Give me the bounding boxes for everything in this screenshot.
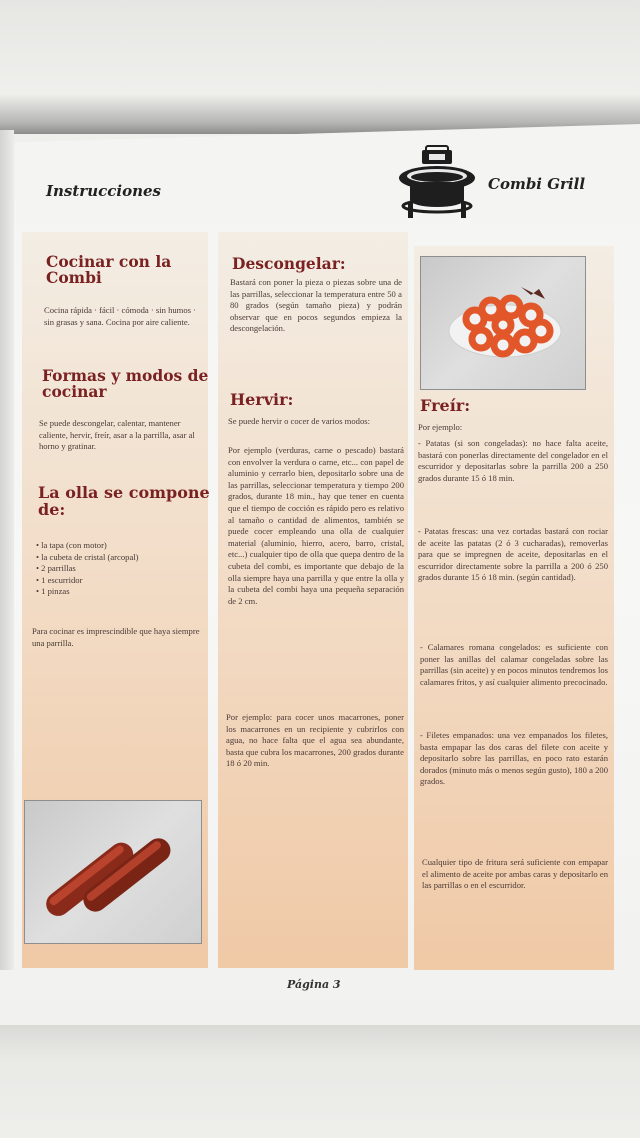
heading-olla-compone: La olla se compone de: xyxy=(38,483,210,519)
descongelar-text: Bastará con poner la pieza o piezas sobre una de las parrillas, seleccionar la temperatura entre 50 a 80 grados (según tamaño pieza) y podrán observar que en pocos segundos empieza la descongelación. xyxy=(230,277,402,334)
sausages-photo xyxy=(24,800,202,944)
heading-formas-modos: Formas y modos de cocinar xyxy=(42,366,209,402)
calamari-photo xyxy=(420,256,586,390)
page-left-edge xyxy=(0,130,14,970)
list-item: • la tapa (con motor) xyxy=(36,540,201,552)
patatas-frescas-text: - Patatas frescas: una vez cortadas bastará con rociar de aceite las patatas (2 ó 3 cucharadas), removerlas para que se impregnen de aceite, depositarlas en el escurridor directamente sobre la parrilla a 200 ó 250 grados durante 15 ó 18 min. (según cantidad). xyxy=(418,526,608,583)
list-item: • la cubeta de cristal (arcopal) xyxy=(36,552,201,564)
combi-grill-appliance-icon xyxy=(394,144,480,224)
list-item: • 1 pinzas xyxy=(36,586,201,598)
heading-freir: Freír: xyxy=(420,396,471,415)
heading-hervir: Hervir: xyxy=(230,390,294,409)
patatas-congeladas-text: - Patatas (si son congeladas): no hace falta aceite, bastará con ponerlas directamente del congelador en el escurridor y depositarlas sobre la parrilla 200 a 250 grados durante 15 ó 18 min. xyxy=(418,438,608,483)
heading-descongelar: Descongelar: xyxy=(232,254,346,273)
list-item: • 1 escurridor xyxy=(36,575,201,587)
filetes-text: - Filetes empanados: una vez empanados los filetes, basta empapar las dos caras del filete con aceite y depositarlo sobre las parrillas, en poco rato estarán dorados (minuto más o menos según gusto), 180 a 200 grados. xyxy=(420,730,608,787)
calamares-text: - Calamares romana congelados: es suficiente con poner las anillas del calamar congeladas sobre las parrillas (sin aceite) y en pocos minutos tendremos los calamares fritos, y así cualquier alimento precocinado. xyxy=(420,642,608,687)
formas-text: Se puede descongelar, calentar, mantener caliente, hervir, freír, asar a la parrilla, asar al horno y gratinar. xyxy=(39,418,195,452)
page-number: Página 3 xyxy=(287,978,341,991)
list-item: • 2 parrillas xyxy=(36,563,201,575)
freir-intro: Por ejemplo: xyxy=(418,422,463,432)
fritura-text: Cualquier tipo de fritura será suficiente con empapar el alimento de aceite por ambas caras y depositarlo en las parrillas o en el escurridor. xyxy=(422,857,608,891)
product-title: Combi Grill xyxy=(488,175,586,193)
table-surface xyxy=(0,1025,640,1138)
macarrones-text: Por ejemplo: para cocer unos macarrones, poner los macarrones en un recipiente y cubrirlos con agua, no hace falta que el agua sea abundante, basta que cubra los macarrones, 200 grados durante 18 ó 20 min. xyxy=(226,712,404,769)
intro-text: Cocina rápida · fácil · cómoda · sin humos · sin grasas y sana. Cocina por aire caliente. xyxy=(44,305,197,327)
section-title: Instrucciones xyxy=(46,182,161,200)
components-list xyxy=(36,540,201,598)
hervir-intro: Se puede hervir o cocer de varios modos: xyxy=(228,416,370,426)
hervir-text: Por ejemplo (verduras, carne o pescado) bastará con envolver la verdura o carne, etc... con papel de aluminio y cerrarlo bien, depositarlo sobre una de las parrillas, seleccionar temperatura y tiempo 200 grados, durante 18 min., hay que tener en cuenta que el tiempo de cocción es rápido pero es relativo al tamaño o cantidad de alimentos, también se puede cocer empleando una olla de cualquier material (aluminio, hierro, acero, barro, cristal, etc...) cualquier tipo de olla que quepa dentro de la cubeta del combi, es importante que debajo de la olla siempre haya una parrilla y que entre la olla y la cubeta del combi haya una pequeña separación de 2 cm. xyxy=(228,445,404,606)
heading-cocinar-combi: Cocinar con la Combi xyxy=(46,252,172,288)
parrilla-note: Para cocinar es imprescindible que haya siempre una parrilla. xyxy=(32,626,200,648)
